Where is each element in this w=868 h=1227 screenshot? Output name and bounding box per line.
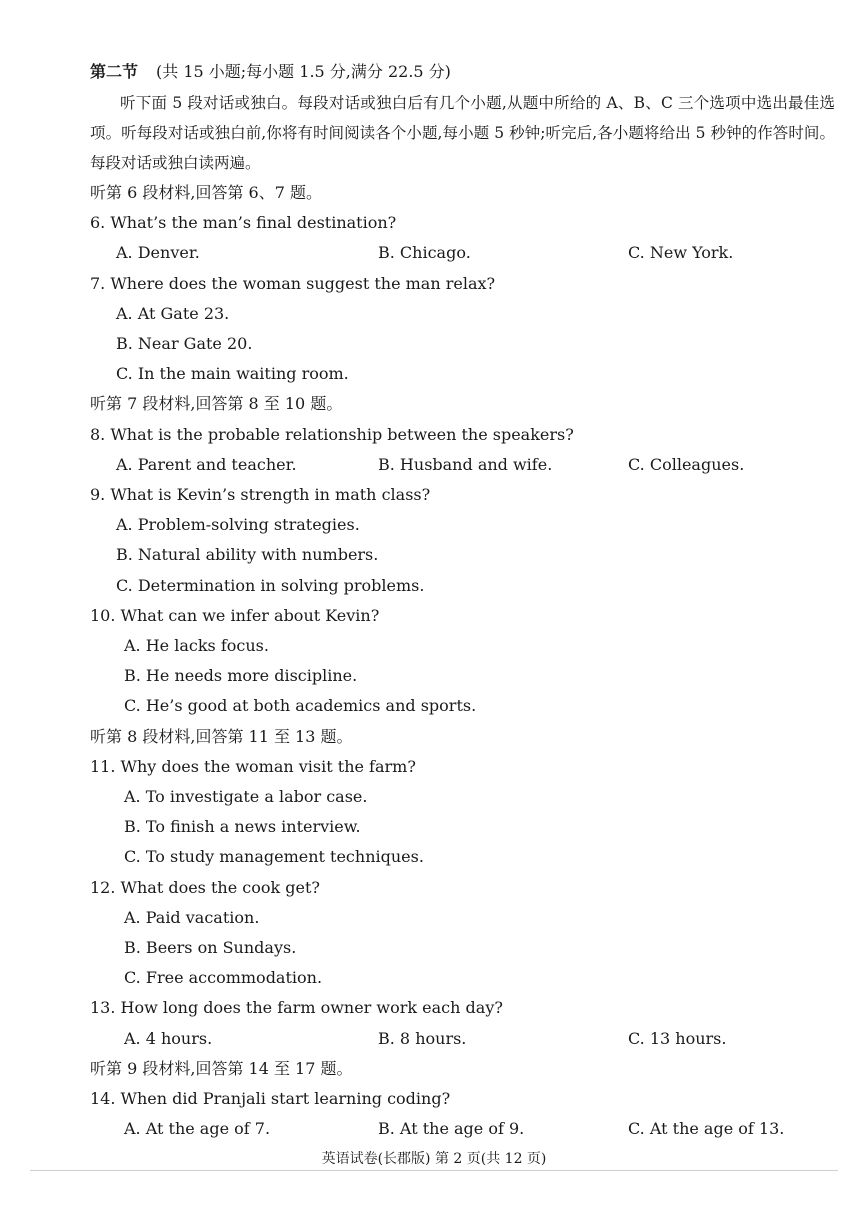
answer-option: A. To investigate a labor case.	[124, 787, 368, 806]
question-text: 8. What is the probable relationship between the speakers?	[90, 425, 574, 444]
section-header	[90, 58, 451, 86]
answer-option: A. At Gate 23.	[116, 304, 230, 323]
answer-option: B. To finish a news interview.	[124, 817, 361, 836]
answer-option: C. New York.	[628, 243, 734, 262]
answer-option: B. Natural ability with numbers.	[116, 545, 379, 564]
answer-option: C. At the age of 13.	[628, 1119, 785, 1138]
material-heading: 听第 9 段材料,回答第 14 至 17 题。	[90, 1059, 353, 1078]
answer-option: B. 8 hours.	[378, 1029, 467, 1048]
question-text: 10. What can we infer about Kevin?	[90, 606, 380, 625]
answer-option: C. Free accommodation.	[124, 968, 323, 987]
answer-option: A. Parent and teacher.	[116, 455, 297, 474]
question-text: 7. Where does the woman suggest the man relax?	[90, 274, 496, 293]
question-text: 12. What does the cook get?	[90, 878, 320, 897]
answer-option: C. 13 hours.	[628, 1029, 727, 1048]
question-text: 11. Why does the woman visit the farm?	[90, 757, 416, 776]
answer-option: B. At the age of 9.	[378, 1119, 525, 1138]
answer-option: A. 4 hours.	[124, 1029, 213, 1048]
answer-option: C. Colleagues.	[628, 455, 745, 474]
answer-option: B. Near Gate 20.	[116, 334, 253, 353]
material-heading: 听第 7 段材料,回答第 8 至 10 题。	[90, 394, 343, 413]
answer-option: B. Beers on Sundays.	[124, 938, 297, 957]
answer-option: A. Denver.	[116, 243, 200, 262]
question-text: 13. How long does the farm owner work each day?	[90, 998, 503, 1017]
question-text: 6. What’s the man’s final destination?	[90, 213, 397, 232]
answer-option: C. In the main waiting room.	[116, 364, 349, 383]
section-title: 第二节	[90, 62, 139, 81]
material-heading: 听第 8 段材料,回答第 11 至 13 题。	[90, 727, 353, 746]
section-instructions: 听下面 5 段对话或独白。每段对话或独白后有几个小题,从题中所给的 A、B、C 三个选项中选出最佳选项。听每段对话或独白前,你将有时间阅读各个小题,每小题 5 秒钟;听完后,各小题将给出 5 秒钟的作答时间。每段对话或独白读两遍。	[90, 94, 835, 172]
question-text: 14. When did Pranjali start learning coding?	[90, 1089, 451, 1108]
answer-option: A. He lacks focus.	[124, 636, 269, 655]
page-footer: 英语试卷(长郡版) 第 2 页(共 12 页)	[321, 1151, 547, 1167]
section-note: (共 15 小题;每小题 1.5 分,满分 22.5 分)	[156, 62, 451, 81]
question-text: 9. What is Kevin’s strength in math class?	[90, 485, 431, 504]
footer-divider	[30, 1170, 838, 1171]
answer-option: B. Chicago.	[378, 243, 471, 262]
material-heading: 听第 6 段材料,回答第 6、7 题。	[90, 183, 322, 202]
answer-option: C. He’s good at both academics and sports.	[124, 696, 477, 715]
answer-option: B. Husband and wife.	[378, 455, 553, 474]
answer-option: A. Paid vacation.	[124, 908, 260, 927]
answer-option: A. Problem-solving strategies.	[116, 515, 360, 534]
answer-option: A. At the age of 7.	[124, 1119, 271, 1138]
answer-option: B. He needs more discipline.	[124, 666, 358, 685]
answer-option: C. To study management techniques.	[124, 847, 424, 866]
answer-option: C. Determination in solving problems.	[116, 576, 425, 595]
